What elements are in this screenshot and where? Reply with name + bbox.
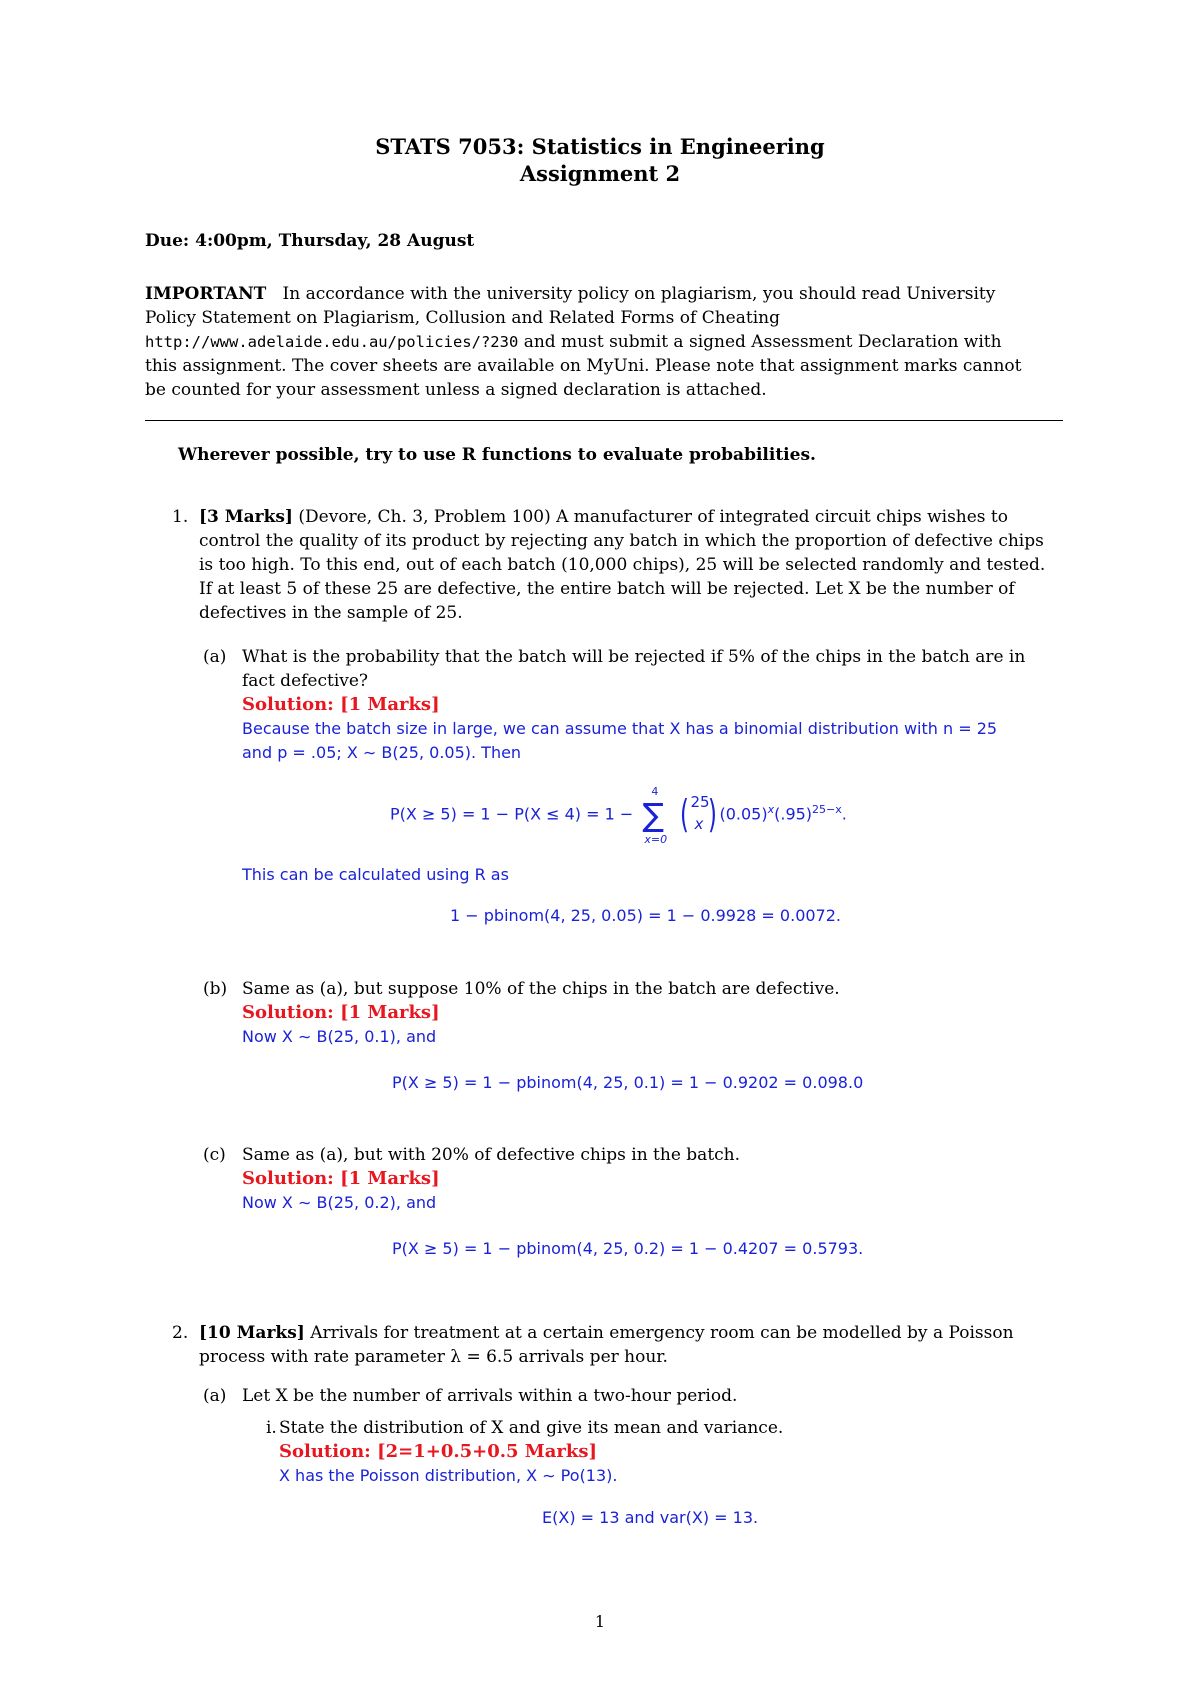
important-line-5: be counted for your assessment unless a signed declaration is attached.: [145, 380, 767, 400]
right-paren: ): [707, 792, 717, 836]
question-2: [199, 1321, 1069, 1369]
equation-binomial-sum: [390, 785, 847, 845]
binom-bottom: x: [694, 815, 704, 833]
question-text: control the quality of its product by rejecting any batch in which the proportion of defective chips: [199, 531, 1044, 551]
part-label: (c): [203, 1145, 226, 1165]
exponent: x: [767, 803, 775, 817]
solution-heading: Solution: [1 Marks]: [242, 694, 440, 715]
solution-text: This can be calculated using R as: [242, 865, 509, 884]
part-1c: [242, 1143, 1072, 1215]
binom-top: 25: [690, 793, 710, 811]
part-1b: [242, 977, 1072, 1049]
solution-text: Now X ∼ B(25, 0.2), and: [242, 1193, 437, 1212]
solution-heading: Solution: [1 Marks]: [242, 1168, 440, 1189]
question-text: defectives in the sample of 25.: [199, 603, 463, 623]
equation-pbinom: P(X ≥ 5) = 1 − pbinom(4, 25, 0.2) = 1 − 0.4207 = 0.5793.: [392, 1239, 864, 1258]
solution-heading: Solution: [1 Marks]: [242, 1002, 440, 1023]
important-line-4: this assignment. The cover sheets are available on MyUni. Please note that assignment marks cannot: [145, 356, 1022, 376]
part-text: Same as (a), but with 20% of defective chips in the batch.: [242, 1145, 741, 1165]
question-number: 1.: [172, 507, 189, 527]
due-date: Due: 4:00pm, Thursday, 28 August: [145, 231, 475, 251]
sum-lower-limit: x=0: [644, 833, 668, 846]
binomial-coefficient: [677, 791, 719, 839]
document-subtitle: Assignment 2: [519, 161, 681, 186]
equation-part: (0.05): [719, 804, 768, 824]
page-number: 1: [594, 1612, 606, 1631]
part-text: What is the probability that the batch will be rejected if 5% of the chips in the batch are in: [242, 647, 1026, 667]
equation-pbinom: 1 − pbinom(4, 25, 0.05) = 1 − 0.9928 = 0.0072.: [450, 906, 841, 925]
part-label: (a): [203, 647, 227, 667]
question-1: [199, 505, 1069, 625]
exponent: 25−x: [812, 803, 842, 817]
important-line-3: and must submit a signed Assessment Declaration with: [523, 332, 1002, 352]
solution-text: Now X ∼ B(25, 0.1), and: [242, 1027, 437, 1046]
equation-pbinom: P(X ≥ 5) = 1 − pbinom(4, 25, 0.1) = 1 − 0.9202 = 0.098.0: [392, 1073, 864, 1092]
sum-upper-limit: 4: [651, 785, 659, 798]
document-title: STATS 7053: Statistics in Engineering: [375, 134, 825, 159]
r-functions-note: Wherever possible, try to use R functions to evaluate probabilities.: [178, 445, 816, 465]
part-text: fact defective?: [242, 671, 369, 691]
question-text: If at least 5 of these 25 are defective, the entire batch will be rejected. Let X be the number of: [199, 579, 1015, 599]
part-label: (b): [203, 979, 228, 999]
question-text: (Devore, Ch. 3, Problem 100) A manufacturer of integrated circuit chips wishes to: [298, 507, 1008, 527]
subpart-text: State the distribution of X and give its mean and variance.: [279, 1418, 784, 1438]
policy-url[interactable]: http://www.adelaide.edu.au/policies/?230: [145, 333, 519, 351]
sigma-glyph: ∑: [642, 796, 664, 834]
question-text: Arrivals for treatment at a certain emergency room can be modelled by a Poisson: [310, 1323, 1014, 1343]
solution-text: and p = .05; X ∼ B(25, 0.05). Then: [242, 743, 522, 762]
part-1a: [242, 645, 1072, 765]
divider-rule: [145, 420, 1063, 421]
subpart-2a-i: [279, 1416, 1069, 1488]
solution-text: Because the batch size in large, we can assume that X has a binomial distribution with n = 25: [242, 719, 998, 738]
equation-part: (.95): [774, 804, 813, 824]
important-line-2: Policy Statement on Plagiarism, Collusion and Related Forms of Cheating: [145, 308, 780, 328]
question-text: is too high. To this end, out of each batch (10,000 chips), 25 will be selected randomly and tested.: [199, 555, 1046, 575]
solution-heading: Solution: [2=1+0.5+0.5 Marks]: [279, 1441, 597, 1462]
part-2a: Let X be the number of arrivals within a two-hour period.: [242, 1386, 738, 1406]
important-line-1: In accordance with the university policy on plagiarism, you should read University: [282, 284, 996, 304]
question-number: 2.: [172, 1323, 189, 1343]
solution-text: X has the Poisson distribution, X ∼ Po(13).: [279, 1466, 618, 1485]
equation-part: P(X ≥ 5) = 1 − P(X ≤ 4) = 1 −: [390, 804, 634, 824]
question-marks: [10 Marks]: [199, 1323, 305, 1343]
left-paren: (: [680, 792, 690, 836]
summation-symbol: [642, 785, 668, 845]
part-label: (a): [203, 1386, 227, 1406]
important-notice: [145, 282, 1065, 402]
question-text: process with rate parameter λ = 6.5 arrivals per hour.: [199, 1347, 668, 1367]
subpart-label: i.: [266, 1418, 277, 1438]
equation-mean-variance: E(X) = 13 and var(X) = 13.: [542, 1508, 759, 1527]
question-marks: [3 Marks]: [199, 507, 293, 527]
equation-part: .: [841, 804, 847, 824]
important-label: IMPORTANT: [145, 284, 267, 304]
part-text: Same as (a), but suppose 10% of the chips in the batch are defective.: [242, 979, 840, 999]
